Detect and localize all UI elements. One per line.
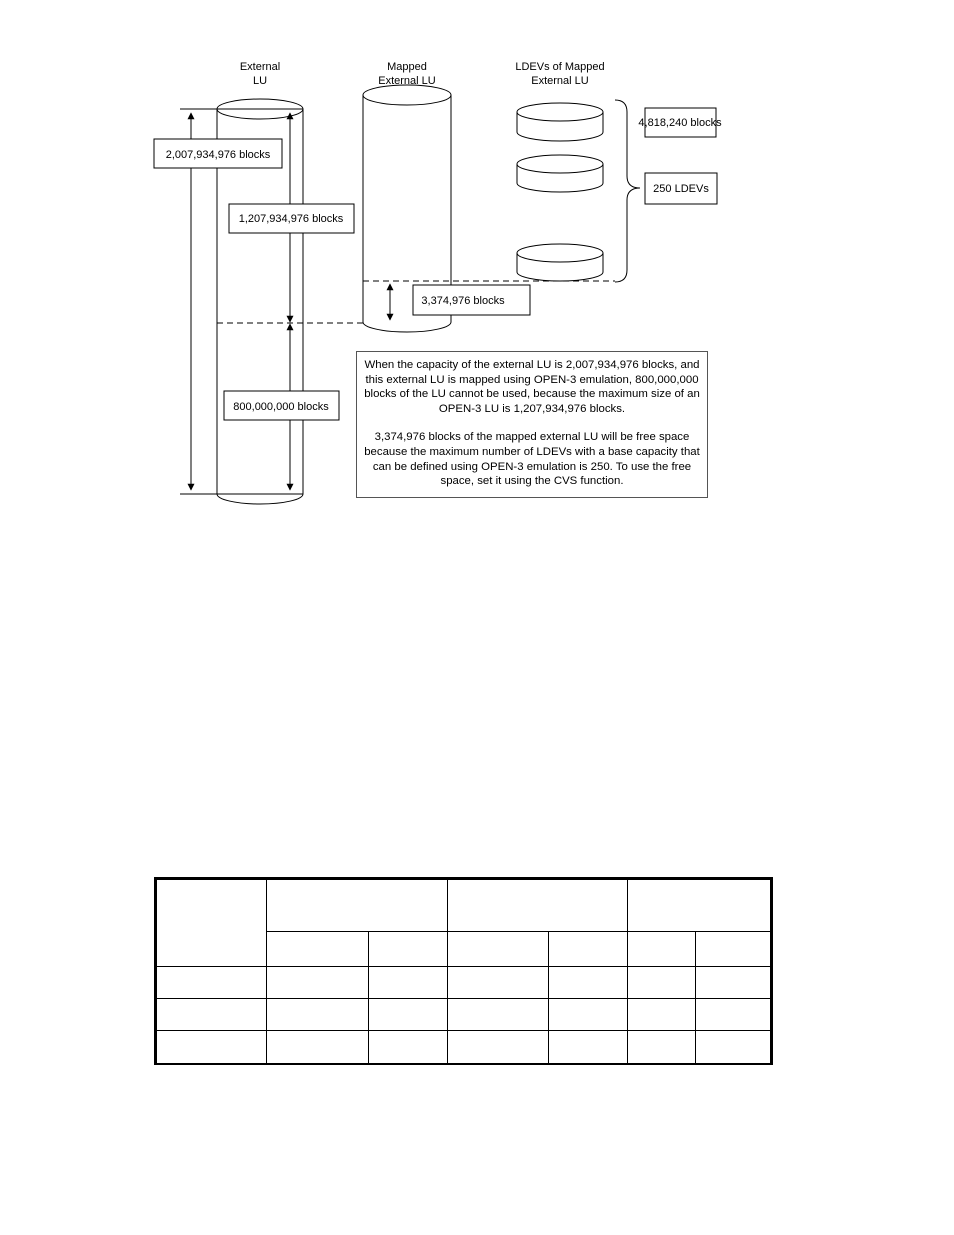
table-row: [156, 967, 772, 999]
ldevs-header-line2: External LU: [531, 75, 589, 87]
table-cell: [447, 999, 548, 1031]
table-header-row: [156, 879, 772, 932]
svg-text:250 LDEVs: 250 LDEVs: [653, 183, 709, 195]
table-cell: [156, 879, 267, 967]
table-cell: [695, 1031, 771, 1064]
table-cell: [368, 967, 447, 999]
mapped-lu-header-line2: External LU: [378, 75, 436, 87]
table-cell: [695, 999, 771, 1031]
explanation-note: [356, 351, 708, 498]
external-lu-header-line2: LU: [252, 75, 268, 87]
table-cell: [695, 967, 771, 999]
table-cell: [627, 879, 771, 932]
svg-text:800,000,000 blocks: 800,000,000 blocks: [233, 401, 329, 413]
table-cell: [447, 1031, 548, 1064]
table-cell: [267, 1031, 368, 1064]
table-cell: [368, 932, 447, 967]
table-cell: [695, 932, 771, 967]
svg-text:3,374,976 blocks: 3,374,976 blocks: [421, 295, 505, 307]
svg-text:4,818,240 blocks: 4,818,240 blocks: [638, 117, 722, 129]
ldevs-header-line1: LDEVs of Mapped: [515, 61, 605, 73]
ldev-disc-1: [517, 103, 603, 141]
note-paragraph-2: 3,374,976 blocks of the mapped external LU will be free space because the maximum number of LDEVs with a base capacity that can be defined using OPEN-3 emulation is 250. To use the free space, set it using the CVS function.: [364, 431, 700, 488]
svg-text:2,007,934,976 blocks: 2,007,934,976 blocks: [165, 149, 271, 161]
table-cell: [627, 1031, 695, 1064]
table-cell: [156, 1031, 267, 1064]
unusable-blocks-label: [224, 391, 339, 420]
svg-text:1,207,934,976 blocks: 1,207,934,976 blocks: [238, 213, 344, 225]
ldev-group-brace: [615, 100, 640, 282]
external-lu-header-line1: External: [239, 61, 281, 73]
table-cell: [627, 932, 695, 967]
table-cell: [368, 999, 447, 1031]
table-cell: [549, 1031, 627, 1064]
mapped-lu-header-line1: Mapped: [387, 61, 427, 73]
table-cell: [549, 967, 627, 999]
empty-table: [154, 877, 773, 1065]
ldev-count-label: [645, 173, 717, 204]
table-cell: [267, 879, 448, 932]
table-cell: [627, 999, 695, 1031]
max-open3-blocks-label: [229, 204, 354, 233]
table-cell: [549, 932, 627, 967]
table-cell: [549, 999, 627, 1031]
note-paragraph-1: When the capacity of the external LU is 2,007,934,976 blocks, and this external LU is mapped using OPEN-3 emulation, 800,000,000 blocks of the LU cannot be used, because the maximum size of an OPEN-3 LU is 1,207,934,976 blocks.: [364, 359, 700, 415]
table-cell: [368, 1031, 447, 1064]
table-row: [156, 999, 772, 1031]
table-row: [156, 1031, 772, 1064]
table-cell: [447, 967, 548, 999]
table-cell: [267, 967, 368, 999]
table-cell: [447, 932, 548, 967]
free-blocks-label: [413, 285, 530, 315]
table-cell: [156, 967, 267, 999]
table-cell: [156, 999, 267, 1031]
ldev-size-label: [638, 108, 722, 137]
table-cell: [267, 999, 368, 1031]
total-blocks-label: [154, 139, 282, 168]
ldev-disc-3: [517, 244, 603, 281]
ldev-disc-2: [517, 155, 603, 192]
table-cell: [267, 932, 368, 967]
table-cell: [447, 879, 627, 932]
table-cell: [627, 967, 695, 999]
